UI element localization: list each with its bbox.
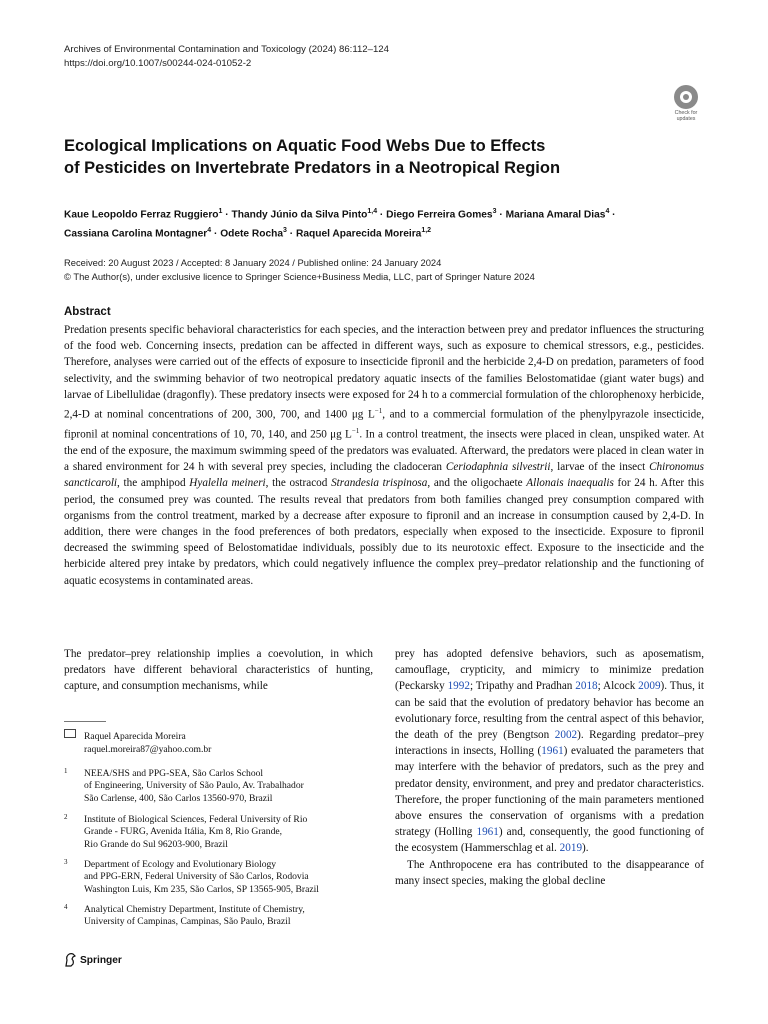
- author-affil: 4: [207, 227, 212, 235]
- affiliation: [64, 814, 364, 851]
- title-line-2: of Pesticides on Invertebrate Predators in a Neotropical Region: [64, 159, 561, 177]
- author-separator: ·: [286, 228, 297, 240]
- abstract-text: , larvae of the insect: [550, 461, 650, 474]
- affiliation-number: 4: [64, 903, 68, 911]
- species-name: Hyalella meineri: [189, 477, 266, 490]
- citation-link[interactable]: 1992: [447, 680, 470, 693]
- affiliation-line: Institute of Biological Sciences, Federal University of Rio: [84, 814, 308, 825]
- author-list: [64, 204, 724, 243]
- badge-line-1: Check for: [674, 110, 698, 116]
- footnote-divider: [64, 721, 106, 722]
- envelope-icon: [64, 729, 76, 738]
- body-text: ).: [582, 842, 589, 855]
- body-paragraph: [395, 646, 704, 857]
- species-name: Ceriodaphnia silvestrii: [445, 461, 551, 474]
- author-name[interactable]: Thandy Júnio da Silva Pinto: [231, 209, 368, 221]
- body-text: ). Thus, it can be said that the evolution of predatory behavior has become an evolutionary force, resulting from the central aspect of this behavior, the death of the prey (Bengtson: [395, 680, 704, 742]
- intro-paragraph: The predator–prey relationship implies a coevolution, in which predators have different behavioral characteristics of hunting, capture, and consumption mechanisms, while: [64, 648, 373, 693]
- affiliation-line: of Engineering, University of São Paulo, Av. Trabalhador: [84, 780, 304, 792]
- update-icon: [674, 85, 698, 109]
- author-affil: 3: [283, 227, 287, 235]
- abstract-text: , the ostracod: [265, 477, 332, 490]
- affiliation: [64, 768, 364, 805]
- body-text: ) evaluated the parameters that may interfere with the behavior of predators, such as the prey and predator density, environment, and prey and predator characteristics. Therefore, the proper functioning of the main parameters mentioned above ensures the conservation of organisms with a predation strategy (Holling: [395, 745, 704, 839]
- body-paragraph: The Anthropocene era has contributed to the disappearance of many insect species, making the global decline: [395, 858, 704, 887]
- publication-dates: [64, 256, 535, 284]
- title-line-1: Ecological Implications on Aquatic Food Webs Due to Effects: [64, 137, 546, 155]
- author-separator: ·: [496, 209, 506, 221]
- corresponding-author: [64, 729, 364, 743]
- author-separator: ·: [222, 209, 232, 221]
- author-separator: ·: [377, 209, 387, 221]
- abstract-text: . In a control treatment, the insects were placed in clean, unspiked water. At the end of the exposure, the maximum swimming speed of the predators was evaluated. Afterward, the predators were placed in clean water in a shared environment for 24 h with several prey species, including the cladoceran: [64, 428, 704, 474]
- abstract-text: for 24 h. After this period, the consumed prey was counted. The results reveal that predators from both families changed prey consumption compared with organisms from the control treatment, marked by a decrease after exposure to fipronil and an increase in consumption caused by 2,4-D. In addition, there were changes in the food preferences of both predators, especially when exposed to the insecticide. Exposure to fipronil decreased the swimming speed of Belostomatidae individuals, possibly due to its neurotoxic effect. Exposure to the insecticide and the herbicide altered prey intake by predators, which could negatively influence the complex prey–predator relationship and the functioning of aquatic ecosystems in contaminated areas.: [64, 477, 704, 587]
- author-name[interactable]: Mariana Amaral Dias: [505, 209, 606, 221]
- abstract-heading: Abstract: [64, 306, 111, 318]
- abstract-body: [64, 322, 704, 589]
- publisher-name: Springer: [80, 954, 122, 966]
- author-affil: 1,4: [367, 208, 378, 215]
- unit-exponent: −1: [351, 426, 360, 435]
- springer-horse-icon: [64, 953, 76, 967]
- citation-link[interactable]: 2018: [575, 680, 598, 693]
- author-affil: 4: [605, 208, 610, 215]
- body-text: ) and, consequently, the good functioning of the ecosystem (Hammerschlag et al.: [395, 826, 705, 855]
- abstract-text: , and to a commercial formulation of the phenylpyrazole insecticide, fipronil at nominal concentrations of 10, 70, 140, and 250 μg L: [64, 408, 704, 441]
- body-text: prey has adopted defensive behaviors, such as aposematism, camouflage, crypticity, and mimicry to minimize predation (Peckarsky: [395, 648, 704, 693]
- corresponding-email[interactable]: raquel.moreira87@yahoo.com.br: [84, 744, 212, 755]
- author-name[interactable]: Cassiana Carolina Montagner: [64, 228, 208, 240]
- body-text: ; Alcock: [597, 680, 639, 693]
- doi-link[interactable]: https://doi.org/10.1007/s00244-024-01052-2: [64, 58, 252, 69]
- citation-link[interactable]: 2002: [554, 729, 578, 742]
- abstract-text: Predation presents specific behavioral characteristics for each species, and the interaction between prey and predator influences the structuring of the food web. Concerning insects, predation can be affected in different ways, such as exposure to chemical stressors, e.g., pesticides. Therefore, analyses were carried out of the effects of exposure to insecticide fipronil and the herbicide 2,4-D on predation, parameters of food selectivity, and the swimming behavior of two neotropical predatory aquatic insects of the families Belostomatidae (giant water bugs) and larvae of Libellulidae (dragonfly). These predatory insects were exposed for 24 h to a commercial formulation of the chlorophenoxy herbicide, 2,4-D at nominal concentrations of 200, 300, 700, and 1400 μg L: [64, 324, 704, 421]
- affiliation-number: 3: [64, 858, 68, 866]
- abstract-text: , and the oligochaete: [427, 477, 527, 490]
- citation-link[interactable]: 2009: [638, 680, 661, 693]
- right-column: [395, 646, 704, 889]
- author-name[interactable]: Raquel Aparecida Moreira: [296, 228, 422, 240]
- author-separator: ·: [609, 209, 616, 221]
- author-separator: ·: [211, 228, 221, 240]
- affiliation-line: São Carlense, 400, São Carlos 13560-970, Brazil: [84, 792, 273, 804]
- history-dates: Received: 20 August 2023 / Accepted: 8 January 2024 / Published online: 24 January 2024: [64, 257, 442, 268]
- affiliation: [64, 904, 364, 929]
- check-for-updates-badge[interactable]: [666, 84, 706, 124]
- article-title: [64, 135, 684, 179]
- affiliation-line: Analytical Chemistry Department, Institute of Chemistry,: [84, 904, 305, 915]
- journal-header: [64, 43, 389, 71]
- correspondence: [64, 729, 364, 756]
- author-name[interactable]: Odete Rocha: [220, 228, 284, 240]
- species-name: Allonais inaequalis: [526, 477, 614, 490]
- affiliation-line: Rio Grande do Sul 96203-900, Brazil: [84, 838, 228, 850]
- citation-link[interactable]: 1961: [541, 745, 564, 758]
- affiliation-line: Grande - FURG, Avenida Itália, Km 8, Rio Grande,: [84, 826, 283, 838]
- author-line-2: [64, 223, 724, 242]
- affiliation-line: and PPG-ERN, Federal University of São Carlos, Rodovia: [84, 871, 309, 883]
- affiliation-line: NEEA/SHS and PPG-SEA, São Carlos School: [84, 768, 264, 779]
- citation-link[interactable]: 2019: [559, 842, 583, 855]
- body-text: ; Tripathy and Pradhan: [469, 680, 576, 693]
- author-affil: 1,2: [421, 227, 432, 235]
- unit-exponent: −1: [374, 407, 383, 416]
- affiliation: [64, 859, 364, 896]
- affiliation-number: 2: [64, 813, 68, 821]
- copyright-line: © The Author(s), under exclusive licence to Springer Science+Business Media, LLC, part of Springer Nature 2024: [64, 271, 535, 282]
- affiliation-line: University of Campinas, Campinas, São Paulo, Brazil: [84, 916, 291, 928]
- affiliation-line: Washington Luis, Km 235, São Carlos, SP 13565-905, Brazil: [84, 883, 319, 895]
- author-name[interactable]: Kaue Leopoldo Ferraz Ruggiero: [64, 209, 219, 221]
- badge-text: [666, 110, 706, 122]
- author-line-1: [64, 204, 724, 223]
- affiliation-number: 1: [64, 767, 68, 775]
- species-name: Strandesia trispinosa: [331, 477, 428, 490]
- species-name: Chironomus sancticaroli: [64, 461, 705, 490]
- citation-link[interactable]: 1961: [476, 826, 499, 839]
- publisher-logo: [64, 953, 122, 967]
- author-affil: 1: [218, 208, 223, 215]
- corresponding-author-name: Raquel Aparecida Moreira: [84, 731, 186, 742]
- author-name[interactable]: Diego Ferreira Gomes: [386, 209, 493, 221]
- body-text: ). Regarding predator–prey interactions in insects, Holling (: [395, 729, 704, 758]
- badge-line-2: updates: [676, 116, 696, 122]
- affiliation-line: Department of Ecology and Evolutionary Biology: [84, 859, 277, 870]
- abstract-text: , the amphipod: [117, 477, 190, 490]
- author-affil: 3: [492, 208, 497, 215]
- journal-citation: Archives of Environmental Contamination and Toxicology (2024) 86:112–124: [64, 44, 389, 55]
